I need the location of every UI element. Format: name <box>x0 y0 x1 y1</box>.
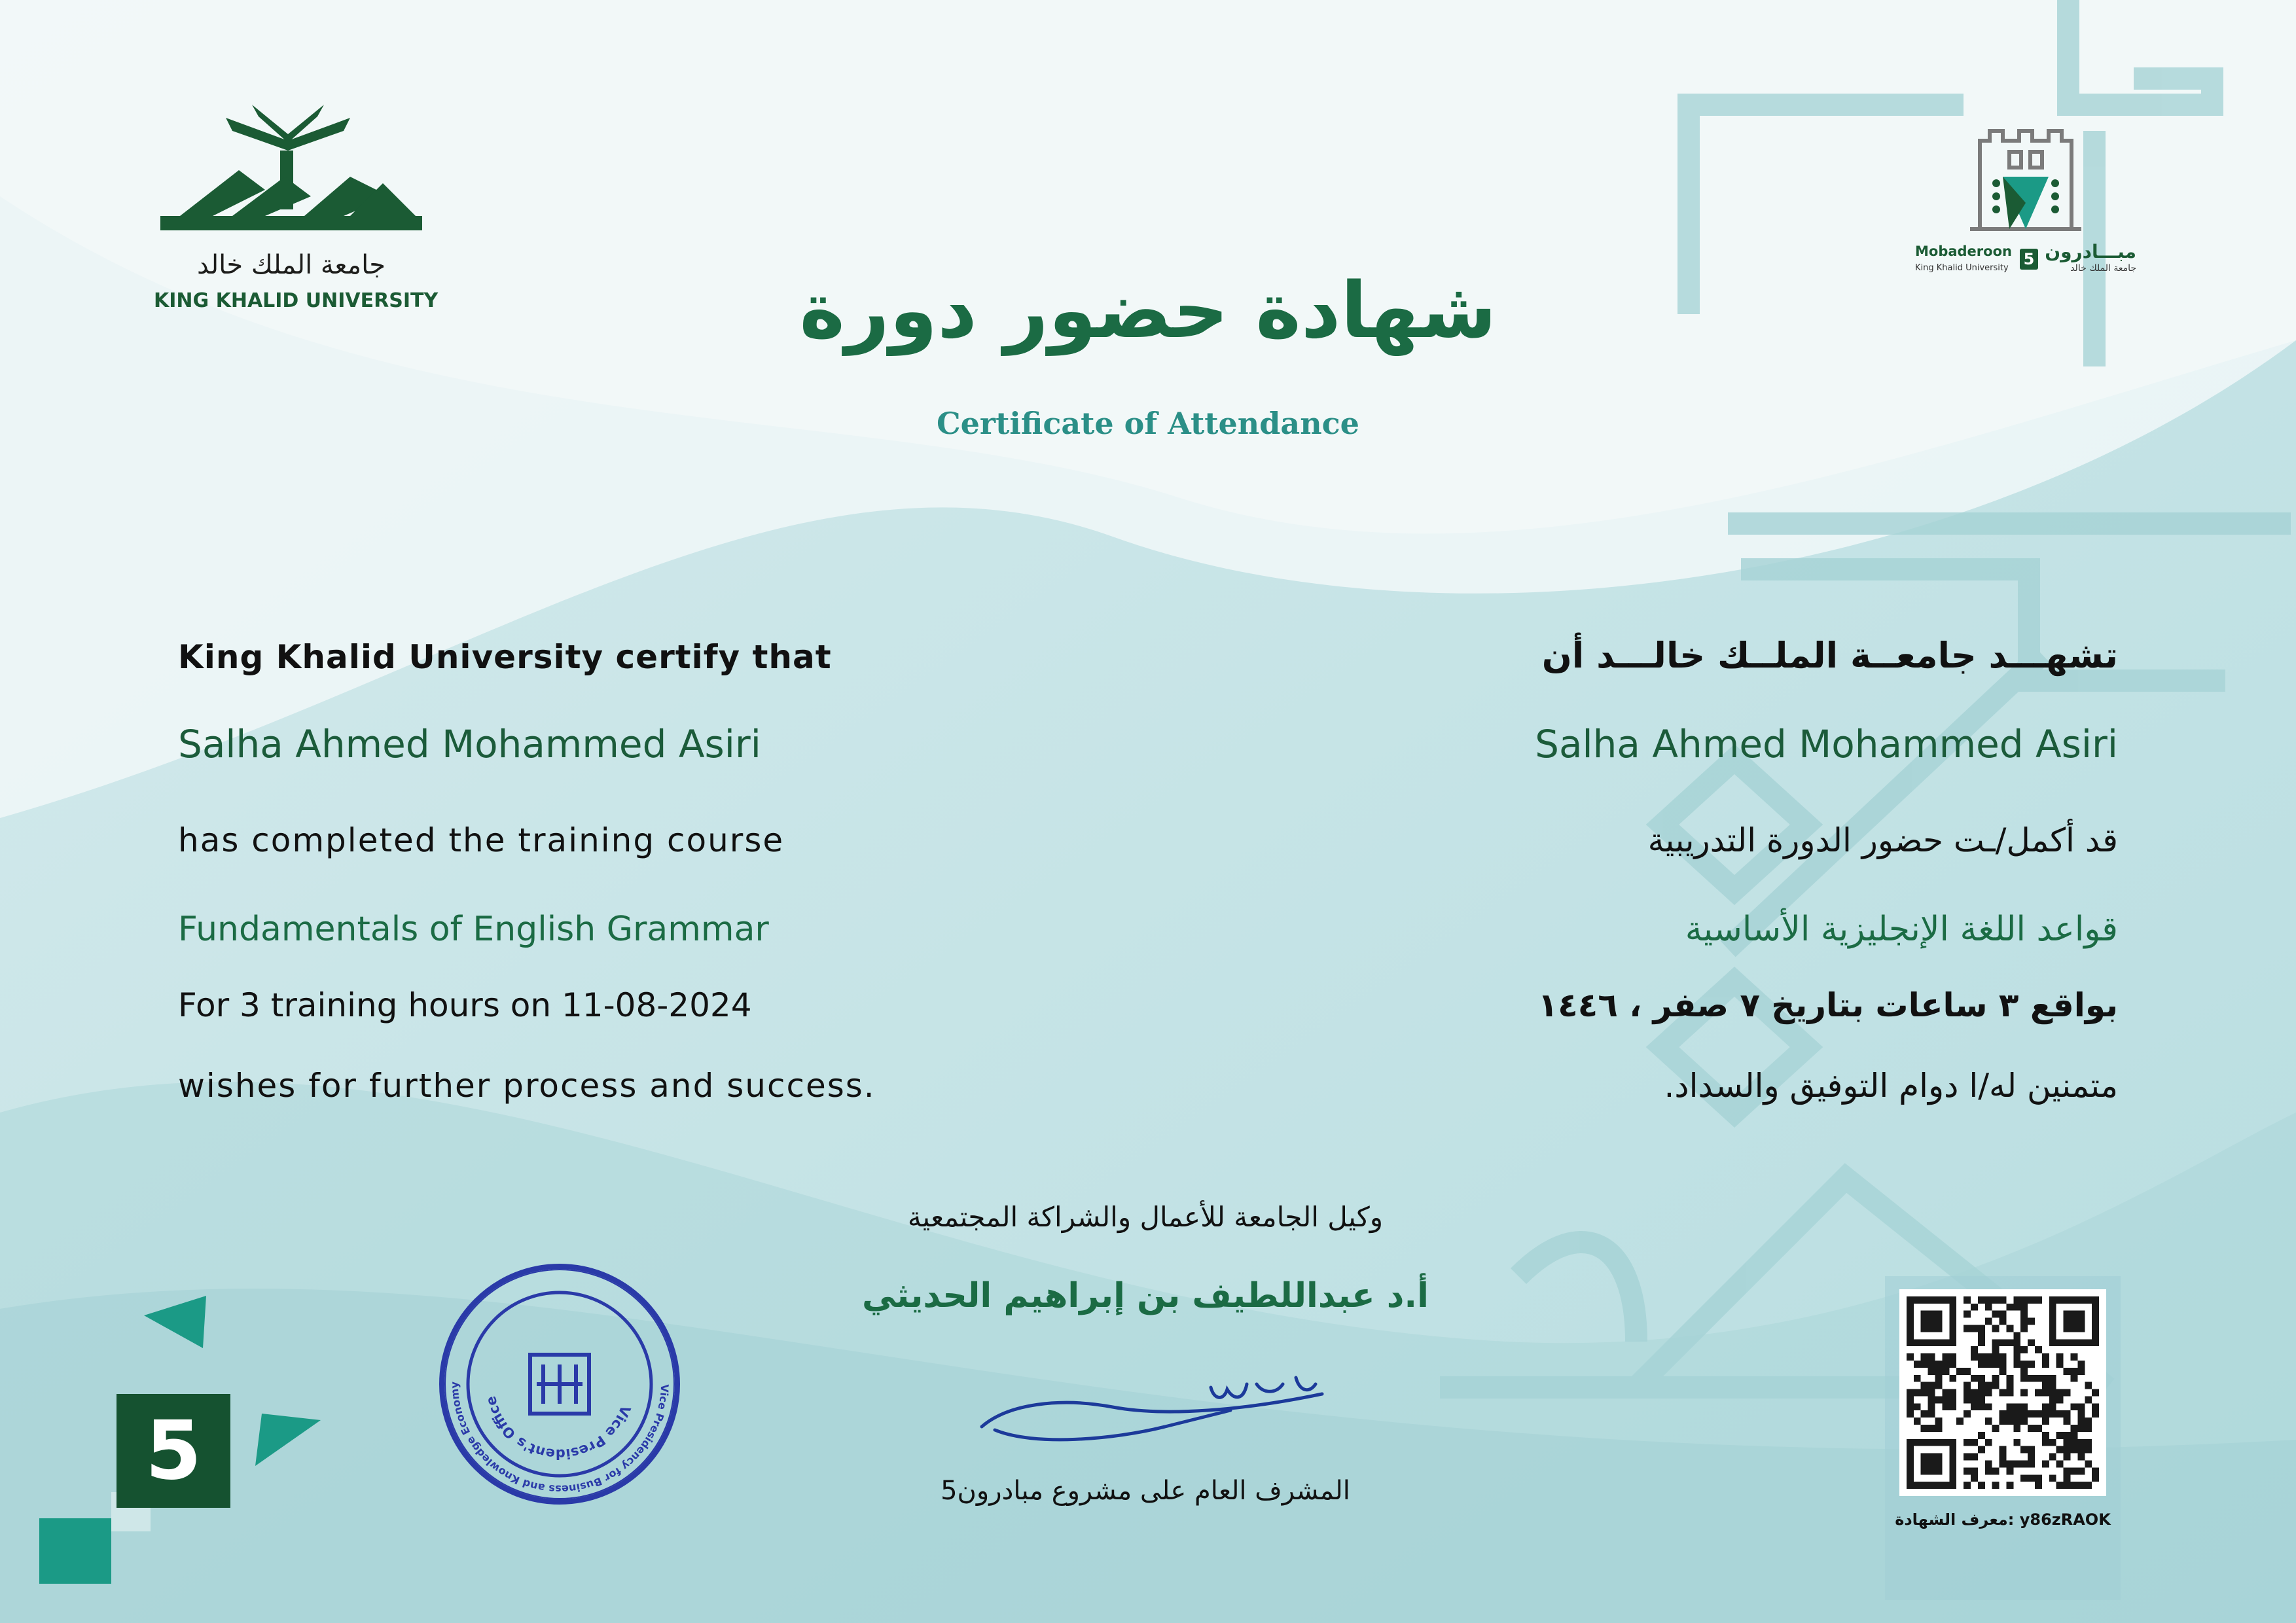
mobaderoon-logo <box>1905 92 2147 288</box>
signatory-name: أ.د عبداللطيف بن إبراهيم الحديثي <box>862 1276 1429 1315</box>
stamp-inner-text: Vice President's Office <box>482 1395 634 1463</box>
arabic-course-name: قواعد اللغة الإنجليزية الأساسية <box>1685 910 2118 949</box>
certificate-qr-code[interactable] <box>1899 1289 2106 1496</box>
mobaderoon-arabic-name: مبـــادرون <box>2045 241 2136 262</box>
svg-text:Vice President's Office <box>483 1395 634 1462</box>
official-stamp <box>432 1257 687 1512</box>
palm-emblem-icon <box>154 105 429 249</box>
english-recipient-name: Salha Ahmed Mohammed Asiri <box>178 722 761 766</box>
stamp-outer-text: Vice Presidency for Business and Knowledge Economy <box>448 1382 672 1496</box>
english-course-name: Fundamentals of English Grammar <box>178 910 769 949</box>
mobaderoon-english-sub: King Khalid University <box>1915 263 2009 273</box>
arabic-recipient-name: Salha Ahmed Mohammed Asiri <box>1535 722 2118 766</box>
arabic-hours-text: بواقع ٣ ساعات بتاريخ ٧ صفر ، ١٤٤٦ <box>1537 986 2118 1024</box>
arabic-completed-text: قد أكمل/ـت حضور الدورة التدريبية <box>1647 821 2118 859</box>
mobaderoon-english-name: Mobaderoon <box>1915 243 2012 259</box>
english-wishes-text: wishes for further process and success. <box>178 1067 876 1105</box>
signatory-role: المشرف العام على مشروع مبادرون5 <box>941 1476 1350 1506</box>
english-hours-text: For 3 training hours on 11-08-2024 <box>178 986 752 1024</box>
english-completed-text: has completed the training course <box>178 821 785 859</box>
mobaderoon-number-badge: 5 <box>2020 249 2038 270</box>
kku-arabic-name: جامعة الملك خالد <box>197 250 386 280</box>
english-intro: King Khalid University certify that <box>178 638 832 676</box>
handwritten-signature <box>969 1364 1335 1463</box>
castle-emblem-icon <box>1905 92 2147 236</box>
arabic-intro: تشهـــد جامعــة الملــك خالـــد أن <box>1541 635 2118 676</box>
signatory-title: وكيل الجامعة للأعمال والشراكة المجتمعية <box>907 1201 1384 1233</box>
certificate-title-arabic: شهادة حضور دورة <box>799 265 1497 355</box>
kku-english-name: KING KHALID UNIVERSITY <box>154 289 439 312</box>
arabic-wishes-text: متمنين له/ا دوام التوفيق والسداد. <box>1664 1067 2118 1105</box>
certificate-id: معرف الشهادة: y86zRAOK <box>1895 1510 2111 1529</box>
mobaderoon-arabic-sub: جامعة الملك خالد <box>2070 263 2136 274</box>
badge-number-five: 5 <box>117 1394 230 1508</box>
certificate-title-english: Certificate of Attendance <box>937 406 1359 441</box>
